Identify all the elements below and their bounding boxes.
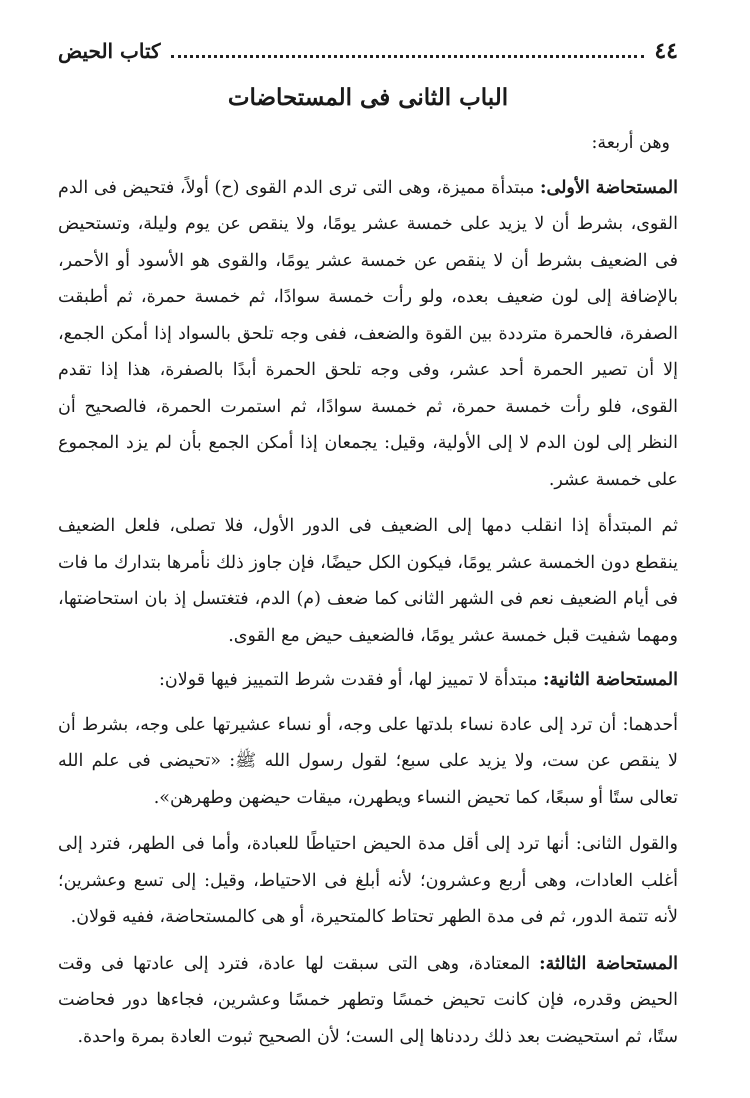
- section-text: مبتدأة مميزة، وهى التى ترى الدم القوى (ح) أولاً، فتحيض فى الدم القوى، بشرط أن لا يزيد على خمسة عشر يومًا، ولا ينقص عن يوم وليلة، وتستحيض فى الضعيف بشرط أن لا ينقص عن خمسة عشر يومًا، والقوى هو الأسود أو الأحمر، بالإضافة إلى لون ضعيف بعده، ولو رأت خمسة سوادًا، ثم خمسة حمرة، ثم أطبقت الصفرة، فالحمرة مترددة بين القوة والضعف، ففى وجه تلحق بالسواد إذا أمكن الجمع، إلا أن تصير الحمرة أحد عشر، وفى وجه تلحق الحمرة أبدًا بالصفرة، هذا إذا تقدم القوى، فلو رأت خمسة حمرة، ثم خمسة سوادًا، ثم استمرت الحمرة، فالصحيح أن النظر إلى لون الدم لا إلى الأولية، وقيل: يجمعان إذا أمكن الجمع بأن لم يزد المجموع على خمسة عشر.: [58, 177, 678, 490]
- section-second-mustahada: [58, 662, 678, 699]
- intro-line: وهن أربعة:: [591, 133, 670, 153]
- page-number: ٤٤: [654, 38, 678, 64]
- chapter-title: الباب الثانى فى المستحاضات: [227, 84, 509, 111]
- header-dotted-leader: [171, 43, 645, 58]
- paragraph-mubtadia-weak: ثم المبتدأة إذا انقلب دمها إلى الضعيف فى الدور الأول، فلا تصلى، فلعل الضعيف ينقطع دون الخمسة عشر يومًا، فيكون الكل حيضًا، فإن جاوز ذلك نأمرها بتدارك ما فات فى أيام الضعيف نعم فى الشهر الثانى كما ضعف (م) الدم، فتغتسل إذ بان استحاضتها، ومهما شفيت قبل خمسة عشر يومًا، فالضعيف حيض مع القوى.: [57, 516, 678, 646]
- section-first-mustahada: [58, 170, 678, 499]
- book-page: [58, 38, 678, 1055]
- paragraph-first-opinion: أحدهما: أن ترد إلى عادة نساء بلدتها على وجه، أو نساء عشيرتها على وجه، بشرط أن لا ينقص عن ست، ولا يزيد على سبع؛ لقول رسول الله ﷺ: «تحيضى فى علم الله تعالى ستًا أو سبعًا، كما تحيض النساء ويطهرن، ميقات حيضهن وطهرهن».: [58, 714, 678, 808]
- section-term: المستحاضة الثانية:: [543, 670, 678, 690]
- running-header: [58, 38, 678, 72]
- section-term: المستحاضة الثالثة:: [539, 953, 678, 974]
- section-text: مبتدأة لا تمييز لها، أو فقدت شرط التمييز فيها قولان:: [159, 670, 544, 690]
- section-term: المستحاضة الأولى:: [540, 177, 679, 198]
- running-title: كتاب الحيض: [58, 39, 161, 63]
- section-third-mustahada: [58, 946, 678, 1056]
- section-text: المعتادة، وهى التى سبقت لها عادة، فترد إلى عادتها فى وقت الحيض وقدره، فإن كانت تحيض خمسًا وتطهر خمسًا وعشرين، فجاءها دور فحاضت ستًا، ثم استحيضت بعد ذلك رددناها إلى الست؛ لأن الصحيح ثبوت العادة بمرة واحدة.: [58, 953, 678, 1047]
- paragraph-second-opinion: والقول الثانى: أنها ترد إلى أقل مدة الحيض احتياطًا للعبادة، وأما فى الطهر، فترد إلى أغلب العادات، وهى أربع وعشرون؛ لأنه أبلغ فى الاحتياط، وقيل: إلى تسع وعشرين؛ لأنه تتمة الدور، ثم فى مدة الطهر تحتاط كالمتحيرة، أو هى كالمستحاضة، ففيه قولان.: [58, 834, 678, 927]
